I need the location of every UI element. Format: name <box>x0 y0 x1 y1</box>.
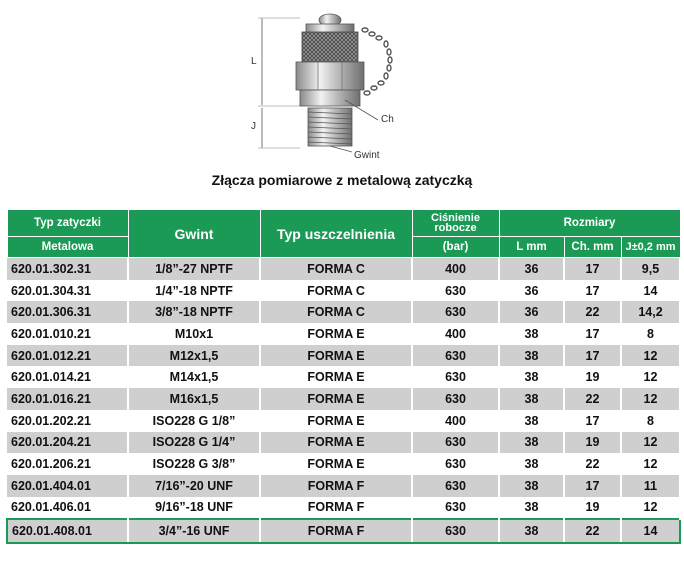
cell-ch: 22 <box>564 519 621 543</box>
table-row <box>7 453 680 475</box>
cell-ch: 19 <box>564 432 621 454</box>
cell-ch: 17 <box>564 323 621 345</box>
cell-j: 12 <box>621 497 680 520</box>
cell-ch: 19 <box>564 366 621 388</box>
cell-ch: 22 <box>564 301 621 323</box>
cell-l: 38 <box>499 410 564 432</box>
cell-seal: FORMA F <box>260 497 412 520</box>
cell-seal: FORMA C <box>260 258 412 280</box>
cell-pressure: 400 <box>412 410 499 432</box>
table-row <box>7 475 680 497</box>
cell-l: 38 <box>499 475 564 497</box>
cell-pressure: 630 <box>412 497 499 520</box>
cell-code: 620.01.010.21 <box>7 323 128 345</box>
cell-j: 12 <box>621 432 680 454</box>
cell-j: 14 <box>621 280 680 302</box>
cell-pressure: 630 <box>412 519 499 543</box>
header-metalowa: Metalowa <box>7 237 128 258</box>
cell-ch: 17 <box>564 410 621 432</box>
cell-ch: 17 <box>564 280 621 302</box>
cell-seal: FORMA F <box>260 475 412 497</box>
cell-ch: 22 <box>564 453 621 475</box>
cell-pressure: 630 <box>412 432 499 454</box>
cell-code: 620.01.304.31 <box>7 280 128 302</box>
cell-ch: 17 <box>564 475 621 497</box>
cell-gwint: M12x1,5 <box>128 345 260 367</box>
table-row <box>7 301 680 323</box>
header-cisnienie-unit: (bar) <box>412 237 499 258</box>
cell-pressure: 630 <box>412 366 499 388</box>
header-l-mm: L mm <box>499 237 564 258</box>
table-row <box>7 366 680 388</box>
cell-pressure: 630 <box>412 475 499 497</box>
cell-gwint: ISO228 G 1/4” <box>128 432 260 454</box>
cell-seal: FORMA E <box>260 432 412 454</box>
cell-gwint: 3/4”-16 UNF <box>128 519 260 543</box>
cell-code: 620.01.016.21 <box>7 388 128 410</box>
cell-seal: FORMA F <box>260 519 412 543</box>
table-row <box>7 388 680 410</box>
cell-j: 12 <box>621 366 680 388</box>
cell-j: 8 <box>621 323 680 345</box>
cell-ch: 17 <box>564 258 621 280</box>
cell-gwint: 1/8”-27 NPTF <box>128 258 260 280</box>
header-cisnienie: Ciśnienie robocze <box>412 210 499 237</box>
cell-gwint: 9/16”-18 UNF <box>128 497 260 520</box>
cell-seal: FORMA E <box>260 388 412 410</box>
cell-pressure: 630 <box>412 301 499 323</box>
page-title: Złącza pomiarowe z metalową zatyczką <box>211 172 473 188</box>
header-typ-uszczelnienia: Typ uszczelnienia <box>260 210 412 258</box>
cell-j: 8 <box>621 410 680 432</box>
cell-code: 620.01.404.01 <box>7 475 128 497</box>
cell-j: 14 <box>621 519 680 543</box>
dimension-j-label: J <box>251 121 256 132</box>
cell-l: 36 <box>499 258 564 280</box>
cell-l: 38 <box>499 453 564 475</box>
cell-j: 11 <box>621 475 680 497</box>
cell-gwint: M14x1,5 <box>128 366 260 388</box>
cell-pressure: 630 <box>412 453 499 475</box>
cell-gwint: M10x1 <box>128 323 260 345</box>
table-row <box>7 258 680 280</box>
cell-seal: FORMA E <box>260 323 412 345</box>
cell-j: 14,2 <box>621 301 680 323</box>
cell-l: 38 <box>499 366 564 388</box>
cell-l: 38 <box>499 519 564 543</box>
cell-gwint: ISO228 G 3/8” <box>128 453 260 475</box>
cell-gwint: 7/16”-20 UNF <box>128 475 260 497</box>
table-row <box>7 323 680 345</box>
cell-j: 12 <box>621 453 680 475</box>
cell-l: 38 <box>499 345 564 367</box>
specification-table <box>6 209 681 544</box>
cell-pressure: 400 <box>412 323 499 345</box>
table-row <box>7 280 680 302</box>
table-row <box>7 497 680 520</box>
cell-seal: FORMA E <box>260 366 412 388</box>
cell-gwint: 3/8”-18 NPTF <box>128 301 260 323</box>
cell-code: 620.01.012.21 <box>7 345 128 367</box>
cell-ch: 19 <box>564 497 621 520</box>
header-ch-mm: Ch. mm <box>564 237 621 258</box>
dimension-l-label: L <box>251 56 257 67</box>
cell-j: 12 <box>621 345 680 367</box>
coupling-illustration <box>0 0 684 170</box>
header-gwint: Gwint <box>128 210 260 258</box>
cell-code: 620.01.014.21 <box>7 366 128 388</box>
cell-pressure: 400 <box>412 258 499 280</box>
cell-code: 620.01.302.31 <box>7 258 128 280</box>
table-row <box>7 432 680 454</box>
cell-l: 36 <box>499 301 564 323</box>
cell-code: 620.01.306.31 <box>7 301 128 323</box>
cell-code: 620.01.202.21 <box>7 410 128 432</box>
table-row <box>7 345 680 367</box>
dimension-ch-label: Ch <box>381 114 394 125</box>
table-row-highlighted <box>7 519 680 543</box>
cell-seal: FORMA C <box>260 280 412 302</box>
cell-seal: FORMA E <box>260 453 412 475</box>
cell-gwint: 1/4”-18 NPTF <box>128 280 260 302</box>
cell-j: 9,5 <box>621 258 680 280</box>
cell-code: 620.01.206.21 <box>7 453 128 475</box>
cell-l: 38 <box>499 323 564 345</box>
thread-label: Gwint <box>354 150 380 161</box>
header-rozmiary: Rozmiary <box>499 210 680 237</box>
cell-gwint: M16x1,5 <box>128 388 260 410</box>
cell-gwint: ISO228 G 1/8” <box>128 410 260 432</box>
cell-l: 38 <box>499 388 564 410</box>
cell-pressure: 630 <box>412 280 499 302</box>
cell-j: 12 <box>621 388 680 410</box>
cell-pressure: 630 <box>412 388 499 410</box>
cell-l: 38 <box>499 432 564 454</box>
cell-l: 38 <box>499 497 564 520</box>
cell-seal: FORMA C <box>260 301 412 323</box>
cell-code: 620.01.406.01 <box>7 497 128 520</box>
cell-seal: FORMA E <box>260 410 412 432</box>
cell-seal: FORMA E <box>260 345 412 367</box>
cell-code: 620.01.408.01 <box>7 519 128 543</box>
cell-pressure: 630 <box>412 345 499 367</box>
fitting-drawing <box>0 0 684 170</box>
cell-ch: 17 <box>564 345 621 367</box>
cell-ch: 22 <box>564 388 621 410</box>
cell-l: 36 <box>499 280 564 302</box>
cell-code: 620.01.204.21 <box>7 432 128 454</box>
table-row <box>7 410 680 432</box>
header-typ-zatyczki: Typ zatyczki <box>7 210 128 237</box>
header-j-mm: J±0,2 mm <box>621 237 680 258</box>
